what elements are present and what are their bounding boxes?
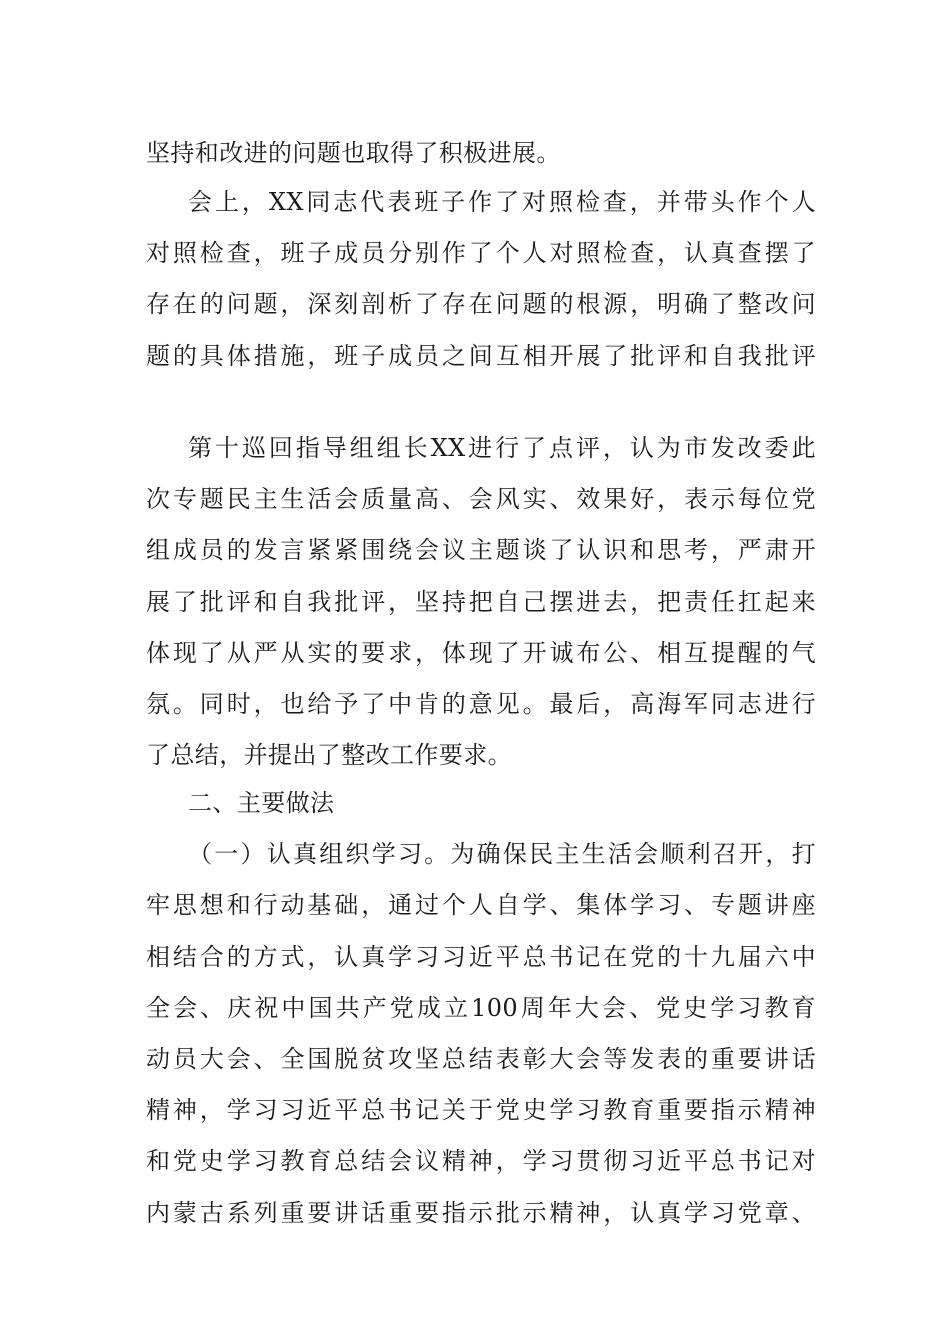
text-line: 题的具体措施，班子成员之间互相开展了批评和自我批评 xyxy=(146,341,816,370)
text-line: 对照检查，班子成员分别作了个人对照检查，认真查摆了 xyxy=(146,239,816,268)
text-line: 相结合的方式，认真学习习近平总书记在党的十九届六中 xyxy=(146,942,816,971)
paragraph-continuation xyxy=(146,128,816,179)
text-line: 展了批评和自我批评，坚持把自己摆进去，把责任扛起来 xyxy=(146,587,816,616)
text-line: 会上，XX同志代表班子作了对照检查，并带头作个人 xyxy=(188,188,816,216)
text-line: 内蒙古系列重要讲话重要指示批示精神，认真学习党章、 xyxy=(146,1198,816,1227)
paragraph-inspection-comments xyxy=(146,423,816,781)
text-line: 存在的问题，深刻剖析了存在问题的根源，明确了整改问 xyxy=(146,290,816,319)
text-line: 组成员的发言紧紧围绕会议主题谈了认识和思考，严肃开 xyxy=(146,536,816,565)
text-line: （一）认真组织学习。为确保民主生活会顺利召开，打 xyxy=(188,840,816,869)
section-main-practices xyxy=(146,778,816,1239)
text-line: 牢思想和行动基础，通过个人自学、集体学习、专题讲座 xyxy=(146,891,816,920)
text-line: 动员大会、全国脱贫攻坚总结表彰大会等发表的重要讲话 xyxy=(146,1044,816,1073)
section-heading: 二、主要做法 xyxy=(188,789,335,817)
text-line: 第十巡回指导组组长XX进行了点评，认为市发改委此 xyxy=(188,434,816,462)
text-line: 了总结，并提出了整改工作要求。 xyxy=(146,741,512,770)
text-line: 体现了从严从实的要求，体现了开诚布公、相互提醒的气 xyxy=(146,638,816,667)
text-line: 和党史学习教育总结会议精神，学习贯彻习近平总书记对 xyxy=(146,1147,816,1176)
text-line: 坚持和改进的问题也取得了积极进展。 xyxy=(146,139,561,167)
text-line: 精神，学习习近平总书记关于党史学习教育重要指示精神 xyxy=(146,1096,816,1125)
paragraph-meeting-review xyxy=(146,177,816,382)
text-line: 氛。同时，也给予了中肯的意见。最后，高海军同志进行 xyxy=(146,689,816,718)
text-line: 全会、庆祝中国共产党成立100周年大会、党史学习教育 xyxy=(146,993,816,1022)
text-line: 次专题民主生活会质量高、会风实、效果好，表示每位党 xyxy=(146,485,816,514)
